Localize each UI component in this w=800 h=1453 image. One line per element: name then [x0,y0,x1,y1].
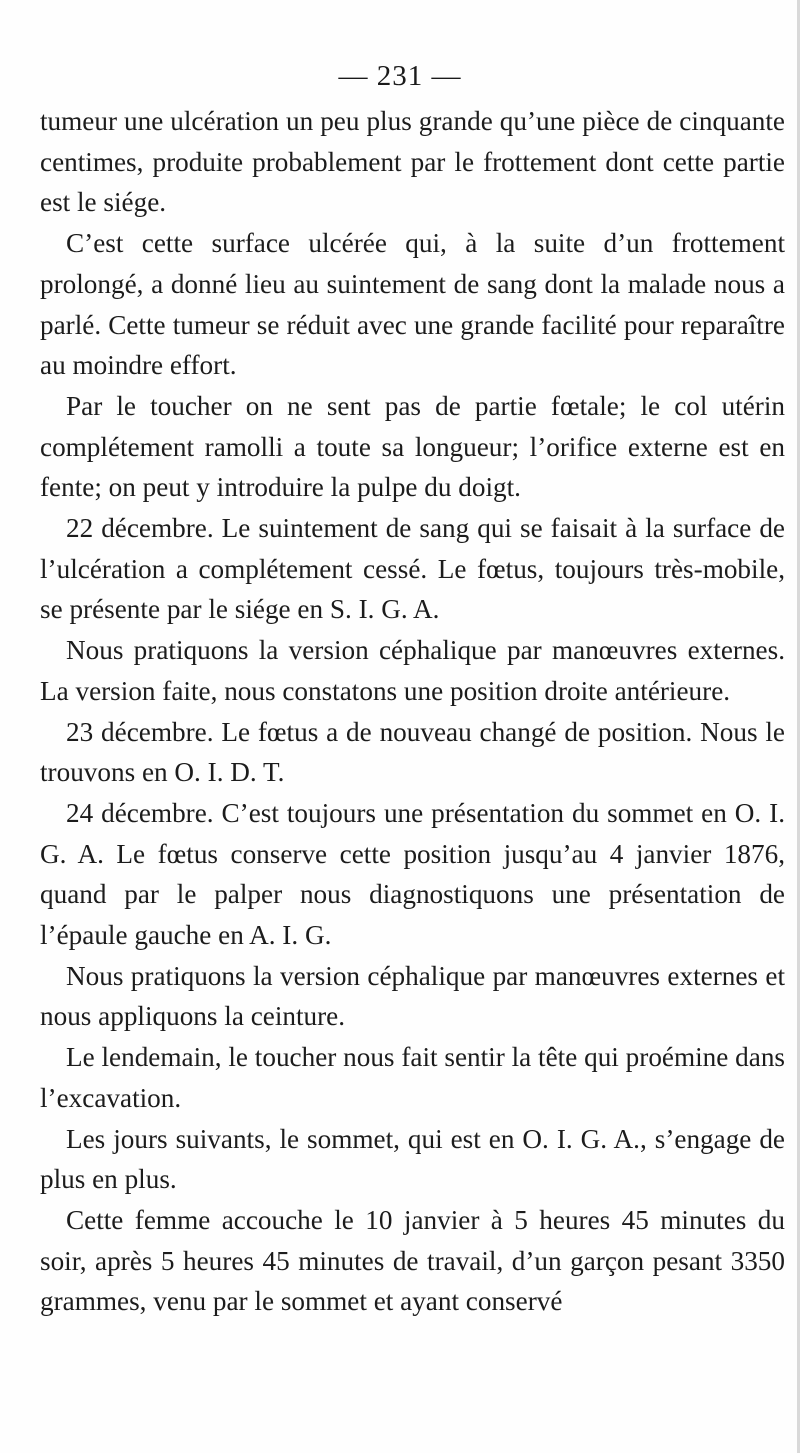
paragraph-5: Nous pratiquons la version céphalique par manœuvres externes. La version faite, nous constatons une position droite antérieure. [40,635,785,706]
paragraph-7: 24 décembre. C’est toujours une présentation du sommet en O. I. G. A. Le fœtus conserve cette position jusqu’au 4 janvier 1876, quand par le palper nous diagnostiquons une présentation de l’épaule gauche en A. I. G. [40,797,785,951]
paragraph-11: Cette femme accouche le 10 janvier à 5 heures 45 minutes du soir, après 5 heures 45 minutes de travail, d’un garçon pesant 3350 grammes, venu par le sommet et ayant conservé [40,1204,785,1317]
paragraph-6: 23 décembre. Le fœtus a de nouveau changé de position. Nous le trouvons en O. I. D. T. [40,716,785,788]
page-number: — 231 — [338,60,462,92]
body-text [40,101,785,1322]
paragraph-9: Le lendemain, le toucher nous fait sentir la tête qui proémine dans l’excavation. [40,1042,785,1113]
paragraph-8: Nous pratiquons la version céphalique par manœuvres externes et nous appliquons la ceinture. [40,960,785,1032]
paragraph-1: tumeur une ulcération un peu plus grande qu’une pièce de cinquante centimes, produite probablement par le frottement dont cette partie est le siége. [40,106,785,218]
paragraph-3: Par le toucher on ne sent pas de partie fœtale; le col utérin complétement ramolli a toute sa longueur; l’orifice externe est en fente; on peut y introduire la pulpe du doigt. [40,390,785,503]
paragraph-2: C’est cette surface ulcérée qui, à la suite d’un frottement prolongé, a donné lieu au suintement de sang dont la malade nous a parlé. Cette tumeur se réduit avec une grande facilité pour reparaître au moindre effort. [40,228,785,381]
paragraph-10: Les jours suivants, le sommet, qui est en O. I. G. A., s’engage de plus en plus. [40,1123,785,1195]
paragraph-4: 22 décembre. Le suintement de sang qui se faisait à la surface de l’ulcération a complétement cessé. Le fœtus, toujours très-mobile, se présente par le siége en S. I. G. A. [40,513,785,625]
